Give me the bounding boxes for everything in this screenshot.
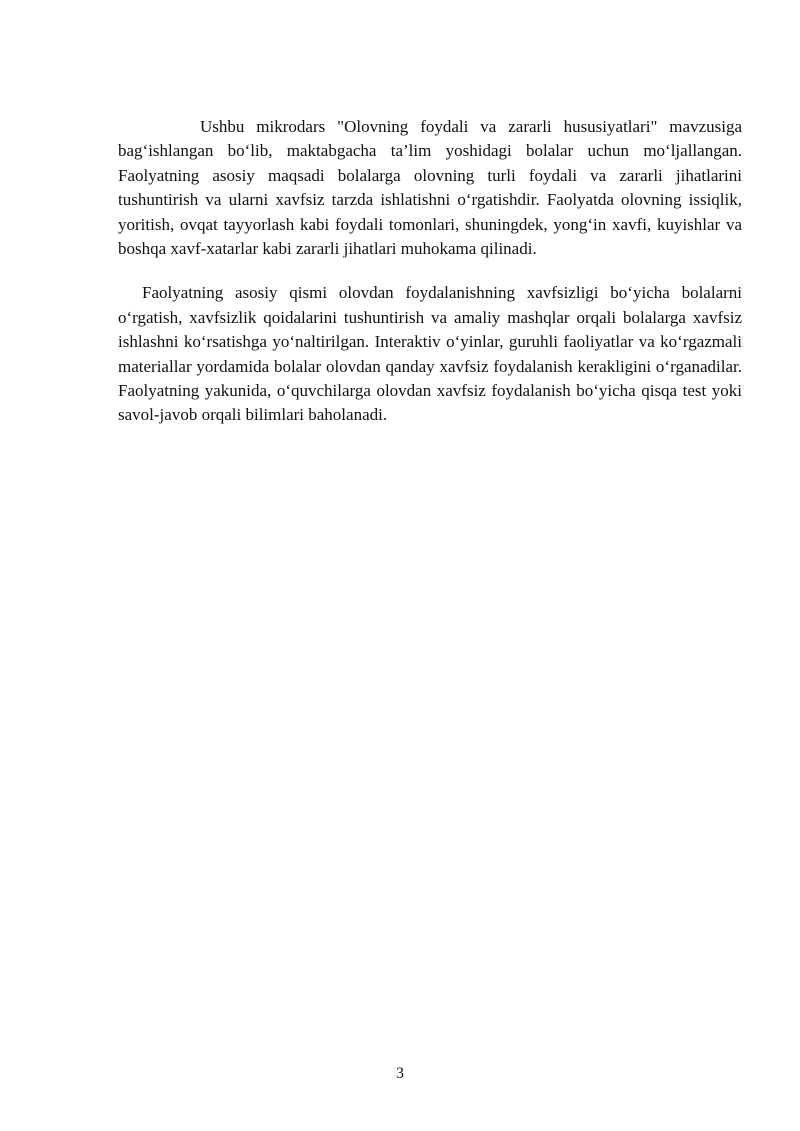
paragraph-main: Faolyatning asosiy qismi olovdan foydalanishning xavfsizligi bo‘yicha bolalarni o‘rgatish, xavfsizlik qoidalarini tushuntirish va amaliy mashqlar orqali bolalarga xavfsiz ishlashni ko‘rsatishga yo‘naltirilgan. Interaktiv o‘yinlar, guruhli faoliyatlar va ko‘rgazmali materiallar yordamida bolalar olovdan qanday xavfsiz foydalanish kerakligini o‘rganadilar. Faolyatning yakunida, o‘quvchilarga olovdan xavfsiz foydalanish bo‘yicha qisqa test yoki savol-javob orqali bilimlari baholanadi. <box>118 283 742 425</box>
paragraph-intro: Ushbu mikrodars "Olovning foydali va zararli hususiyatlari" mavzusiga bag‘ishlangan bo‘lib, maktabgacha ta’lim yoshidagi bolalar uchun mo‘ljallangan. Faolyatning asosiy maqsadi bolalarga olovning turli foydali va zararli jihatlarini tushuntirish va ularni xavfsiz tarzda ishlatishni o‘rgatishdir. Faolyatda olovning issiqlik, yoritish, ovqat tayyorlash kabi foydali tomonlari, shuningdek, yong‘in xavfi, kuyishlar va boshqa xavf-xatarlar kabi zararli jihatlari muhokama qilinadi. <box>118 117 742 259</box>
page-number: 3 <box>396 1065 404 1082</box>
page-body <box>118 115 742 428</box>
